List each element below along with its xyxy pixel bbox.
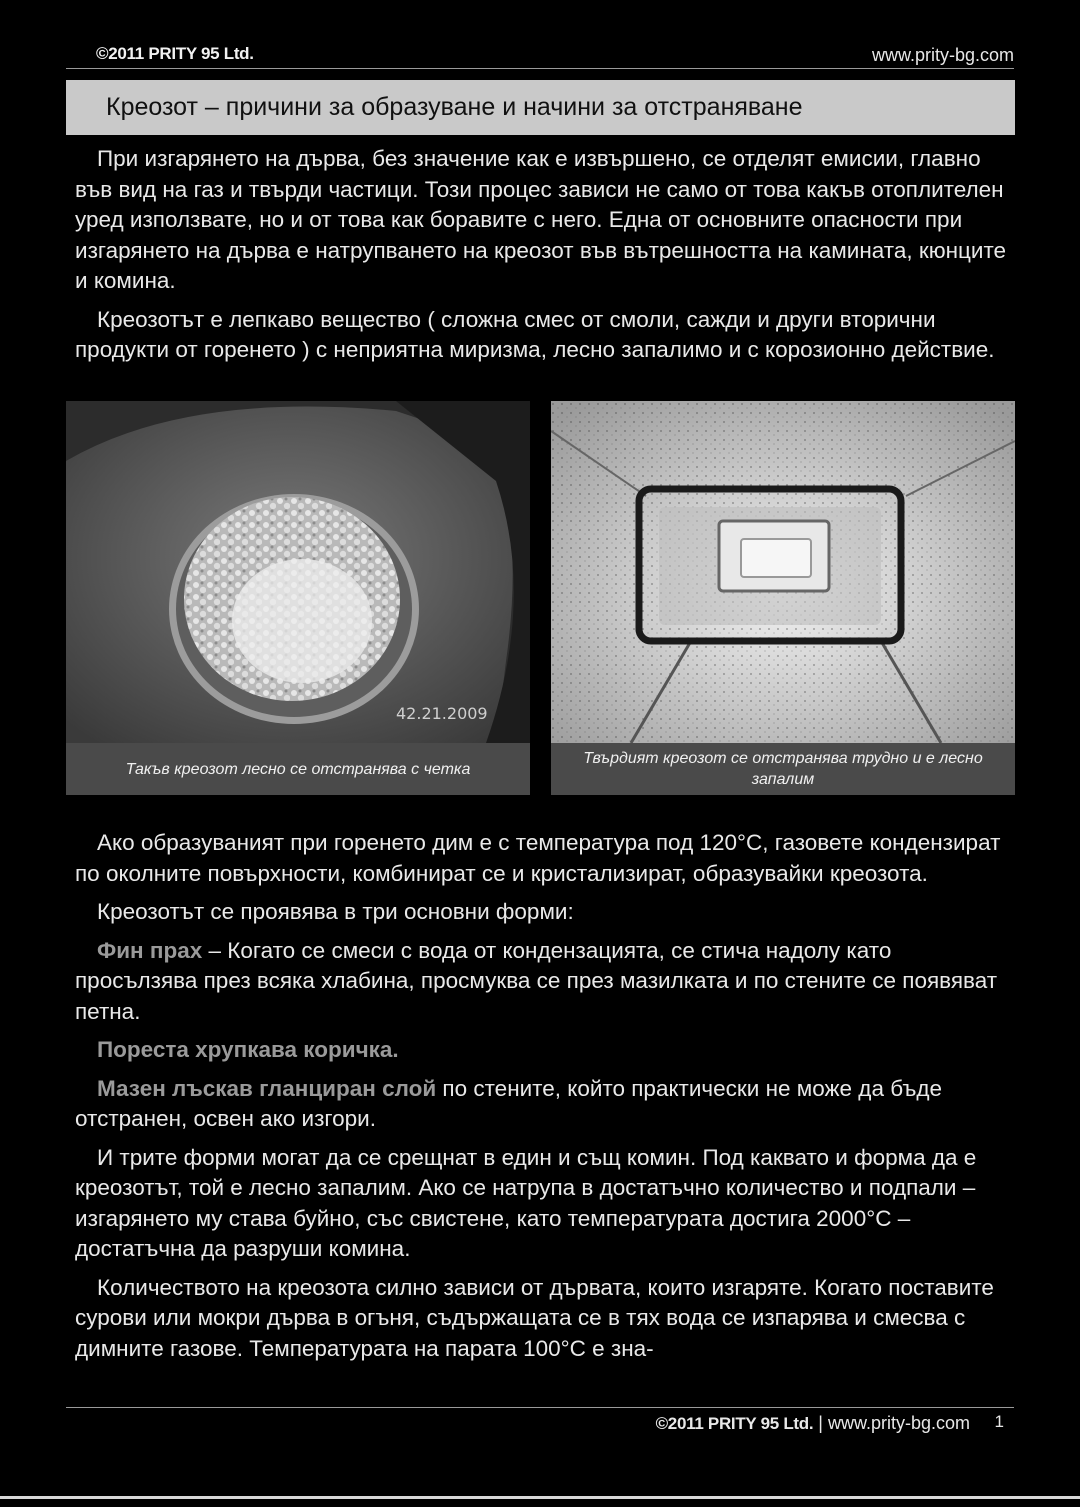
- caption-left: [66, 743, 530, 795]
- paragraph-1: При изгарянето на дърва, без значение как е извършено, се отделят емисии, главно във вид на газ и твърди частици. Този процес зависи не само от това какъв отоплителен уред използвате, но и от това как боравите с него. Една от основните опасности при изгарянето на дърва е натрупването на креозот във вътрешността на камината, кюнците и комина.: [75, 146, 1007, 293]
- paragraph-2: Креозотът е лепкаво вещество ( сложна смес от смоли, сажди и други вторични продукти от горенето ) с неприятна миризма, лесно запалимо и с корозионно действие.: [75, 306, 995, 362]
- caption-left-text: Такъв креозот лесно се отстранява с четка: [125, 760, 471, 778]
- footer-separator: |: [813, 1413, 828, 1433]
- photo-right: [551, 401, 1015, 743]
- header-url[interactable]: www.prity-bg.com: [871, 45, 1014, 65]
- caption-right: [551, 743, 1015, 795]
- form-2-title: Пореста хрупкава коричка.: [97, 1037, 399, 1062]
- body-text: [75, 828, 1010, 1364]
- paragraph-form-3: [75, 1074, 1010, 1135]
- header-divider: [66, 68, 1014, 69]
- footer-url[interactable]: www.prity-bg.com: [827, 1413, 970, 1433]
- bottom-border: [0, 1496, 1080, 1499]
- header-brand: ©2011 PRITY 95 Ltd.: [96, 44, 254, 63]
- footer: [656, 1413, 970, 1434]
- paragraph-form-1: [75, 936, 1010, 1028]
- photo-left: [66, 401, 530, 743]
- paragraph-6: Количеството на креозота силно зависи от дървата, които изгаряте. Когато поставите сурови или мокри дърва в огъня, съдържащата се в тях вода се изпарява и смесва с димните газове. Температурата на парата 100°C е зна-: [75, 1274, 994, 1361]
- form-3-title: Мазен лъскав гланциран слой: [97, 1075, 437, 1101]
- footer-brand: ©2011 PRITY 95 Ltd.: [655, 1414, 814, 1433]
- form-1-text: – Когато се смеси с вода от кондензацията, се стича надолу като просълзява през всяка хлабина, просмуква се през мазилката и по стените се появяват петна.: [75, 937, 998, 1024]
- footer-divider: [66, 1407, 1014, 1408]
- paragraph-3: Ако образуваният при горенето дим е с температура под 120°C, газовете кондензират по околните повърхности, комбинират се и кристализират, образувайки креозота.: [75, 830, 1001, 886]
- title-band: [66, 80, 1015, 135]
- form-3-text: по стените, който практически не може да бъде отстранен, освен ако изгори.: [75, 1075, 943, 1131]
- caption-right-text: Твърдият креозот се отстранява трудно и е лесно запалим: [583, 750, 983, 788]
- form-1-title: Фин прах: [97, 937, 203, 963]
- page-title: Креозот – причини за образуване и начини за отстраняване: [106, 93, 803, 121]
- intro-text: [75, 144, 1010, 366]
- svg-text:42.21.2009: 42.21.2009: [396, 704, 488, 723]
- paragraph-form-2: [75, 1035, 1010, 1066]
- paragraph-5: И трите форми могат да се срещнат в един и същ комин. Под каквато и форма да е креозотът, той е лесно запалим. Ако се натрупа в достатъчно количество и подпали – изгарянето му става буйно, със свистене, като температурата достига 2000°C – достатъчна да разруши комина.: [75, 1144, 977, 1261]
- paragraph-4: Креозотът се проявява в три основни форми:: [97, 899, 574, 924]
- page-number: 1: [994, 1412, 1004, 1431]
